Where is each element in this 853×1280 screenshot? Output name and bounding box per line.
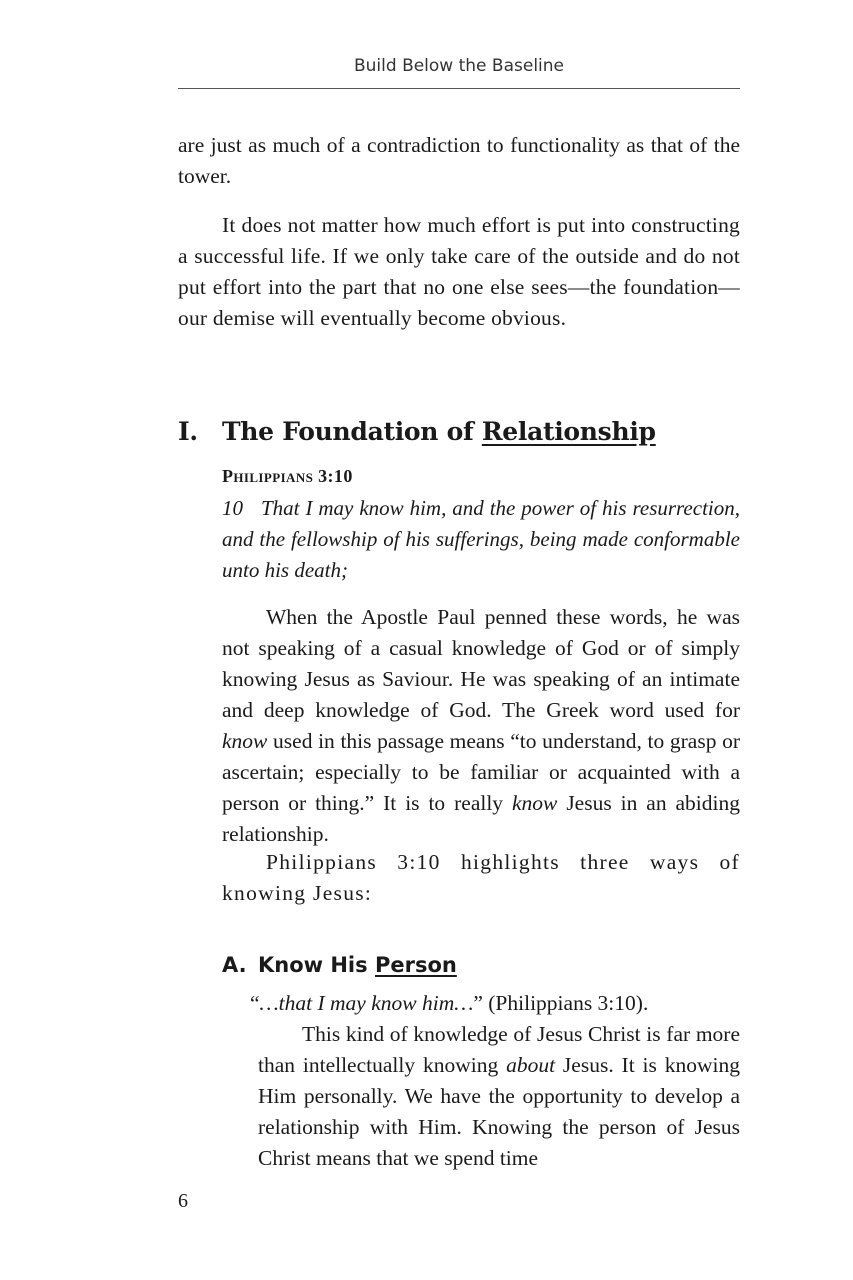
p3-text-b: used in this passage means “to understand, to grasp or ascertain; especially to be familiar or acquainted with a person or thing.” It is to really [222,729,740,815]
quote-text: …that I may know him… [259,991,474,1015]
scripture-quote [250,988,648,1019]
paragraph-3 [222,602,740,850]
subsection-letter: A. [222,953,247,977]
quote-open: “ [250,991,260,1015]
quote-close: ” [473,991,483,1015]
section-title-underlined: Relationship [481,417,656,446]
header-rule [178,88,740,89]
paragraph-5 [258,1019,740,1174]
subsection-heading [222,953,457,977]
section-number: I. [178,417,198,446]
p3-text-a: When the Apostle Paul penned these words, he was not speaking of a casual knowledge of God or of simply knowing Jesus as Saviour. He was speaking of an intimate and deep knowledge of God. The Greek word used for [222,605,740,722]
subsection-title-underlined: Person [374,953,457,977]
scripture-verse [222,493,740,586]
p3-text-c: Jesus in an abiding relationship. [222,791,741,846]
verse-text: That I may know him, and the power of his resurrection, and the fellowship of his sufferings, being made conformable unto his death; [222,496,740,582]
page-number: 6 [178,1190,188,1212]
p5-emphasis: about [506,1053,556,1077]
paragraph-1: are just as much of a contradiction to functionality as that of the tower. [178,133,740,188]
subsection-title-prefix: Know His [258,953,375,977]
quote-citation: (Philippians 3:10). [482,991,649,1015]
running-head: Build Below the Baseline [353,56,564,76]
p3-emphasis-2: know [512,791,558,815]
paragraph-4: Philippians 3:10 highlights three ways of knowing Jesus: [222,850,740,905]
scripture-reference: Philippians 3:10 [222,466,353,486]
p5-text-a: This kind of knowledge of Jesus Christ is far more than intellectually knowing [258,1022,740,1077]
paragraph-2: It does not matter how much effort is put into constructing a successful life. If we only take care of the outside and do not put effort into the part that no one else sees—the foundation—our demise will eventually become obvious. [178,213,740,330]
section-title-prefix: The Foundation of [222,417,482,446]
section-heading [178,417,656,446]
p5-text-b: Jesus. It is knowing Him personally. We have the opportunity to develop a relationship with Him. Knowing the person of Jesus Christ means that we spend time [258,1053,740,1170]
verse-number: 10 [222,496,243,520]
p3-emphasis-1: know [222,729,268,753]
